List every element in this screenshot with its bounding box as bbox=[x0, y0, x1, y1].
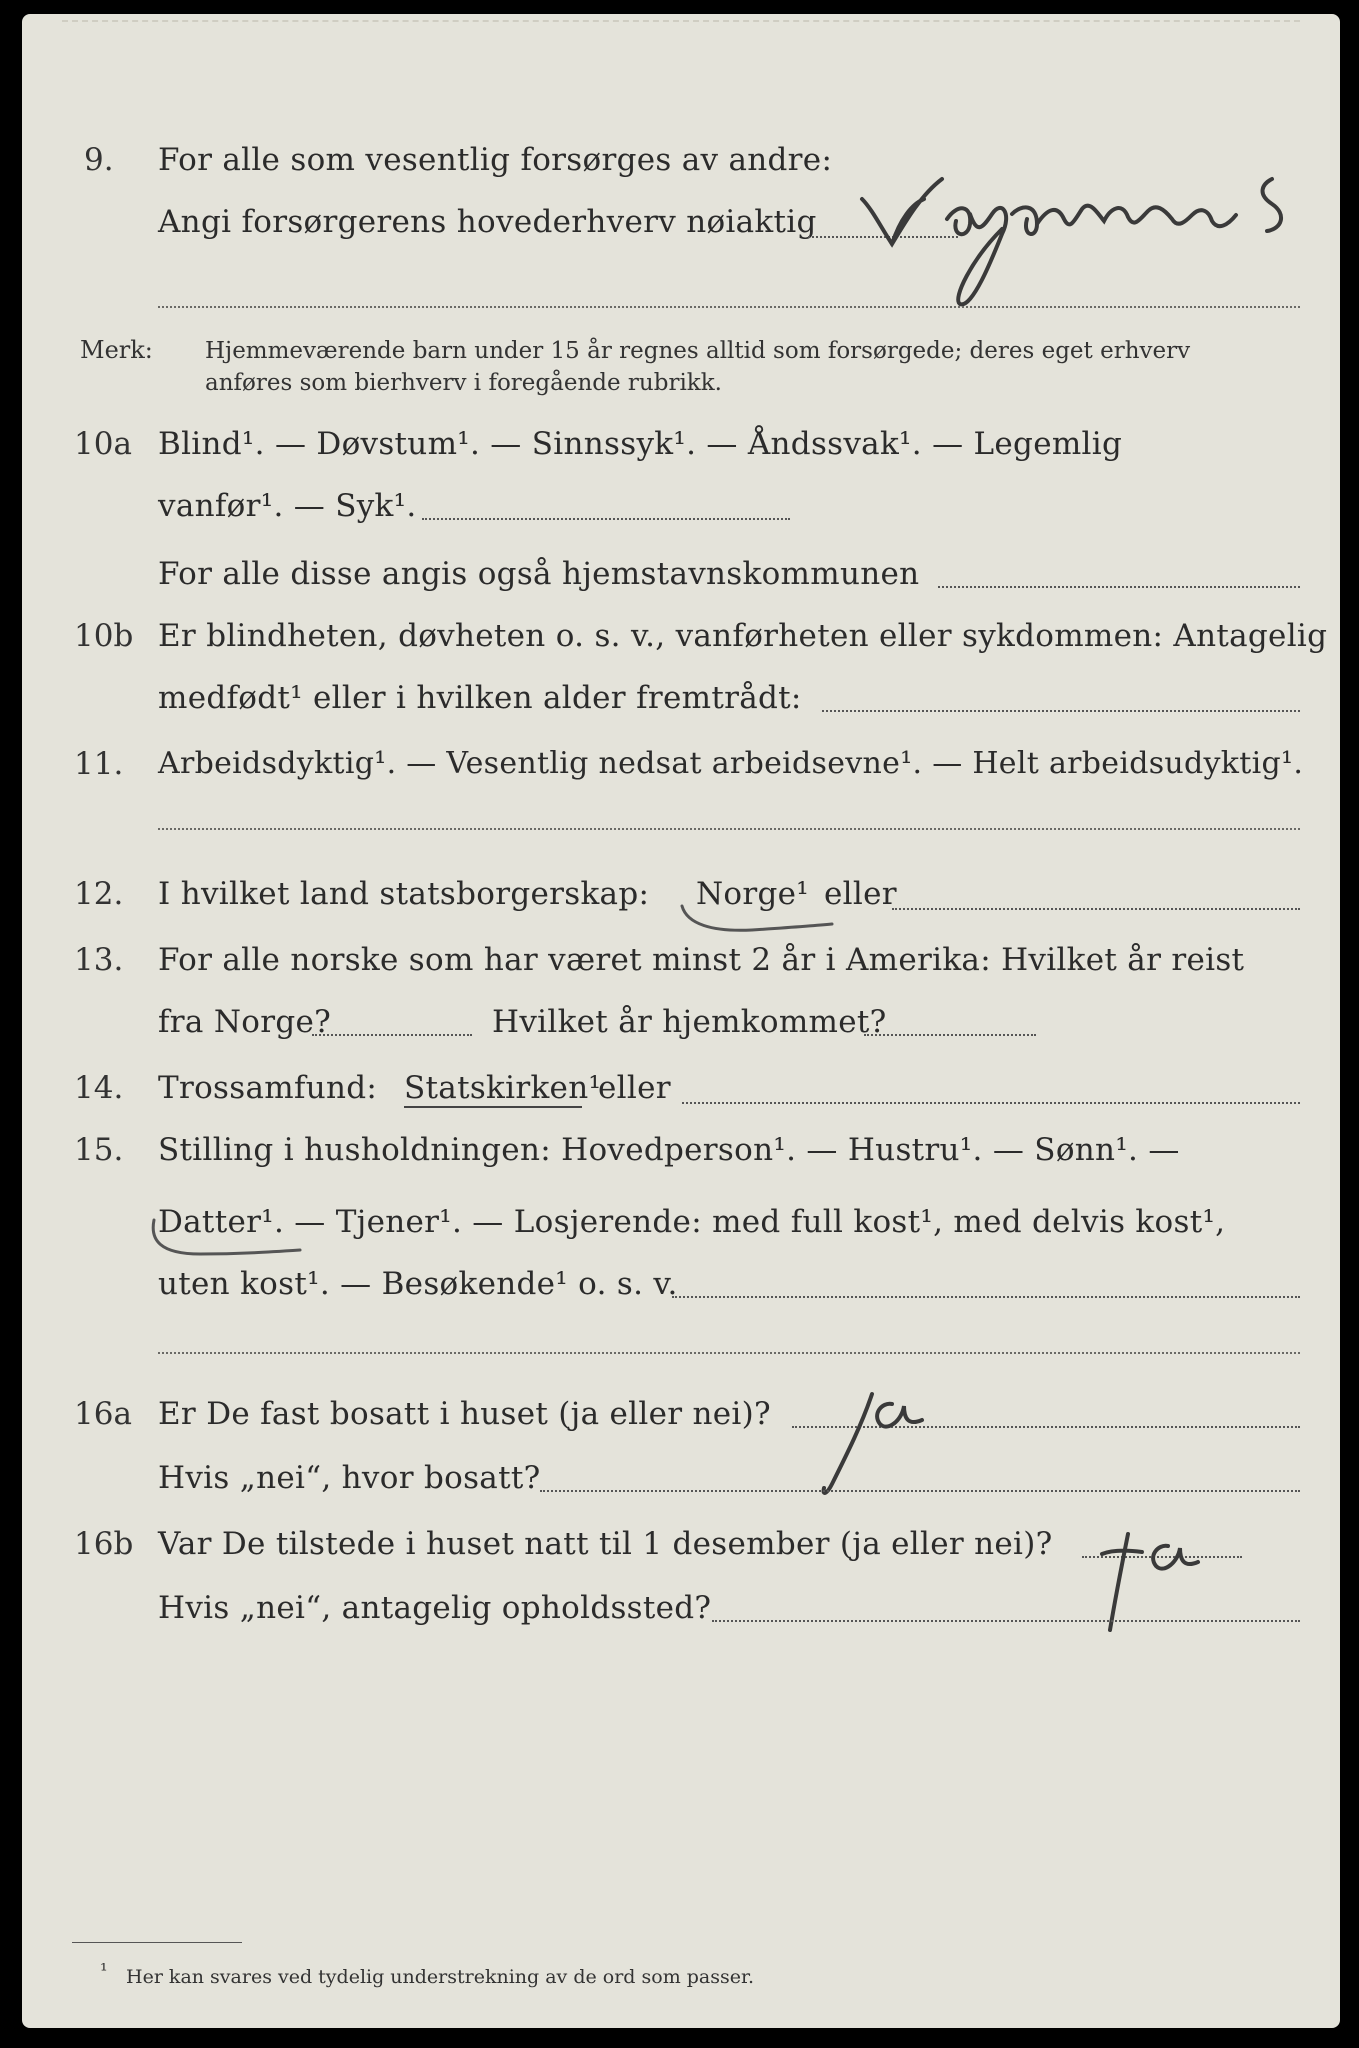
q16a-number: 16a bbox=[74, 1396, 132, 1432]
q13-line2a: fra Norge? bbox=[158, 1004, 332, 1040]
footnote-separator bbox=[72, 1942, 242, 1943]
q15-answer-line bbox=[672, 1296, 1300, 1298]
q15-number: 15. bbox=[74, 1132, 124, 1168]
q16b-number: 16b bbox=[74, 1526, 134, 1562]
q11-number: 11. bbox=[74, 746, 124, 782]
q10b-number: 10b bbox=[74, 618, 134, 654]
q9-line2: Angi forsørgerens hovederhverv nøiaktig bbox=[158, 204, 817, 240]
q16a-line2: Hvis „nei“, hvor bosatt? bbox=[158, 1460, 541, 1496]
q12-prefix: I hvilket land statsborgerskap: bbox=[158, 876, 650, 912]
q13-line1: For alle norske som har været minst 2 år i Amerika: Hvilket år reist bbox=[158, 942, 1245, 978]
q14-prefix: Trossamfund: bbox=[158, 1070, 378, 1106]
q10a-kommune-line bbox=[938, 586, 1300, 588]
q10b-line2: medfødt¹ eller i hvilken alder fremtrådt: bbox=[158, 680, 802, 716]
q13-line2b: Hvilket år hjemkommet? bbox=[492, 1004, 887, 1040]
note-line2: anføres som bierhverv i foregående rubrikk. bbox=[205, 370, 722, 396]
q16b-opholdssted-line bbox=[712, 1620, 1300, 1622]
q10a-line2: vanfør¹. — Syk¹. bbox=[158, 488, 417, 524]
q12-suffix: eller bbox=[824, 876, 897, 912]
q10b-line1: Er blindheten, døvheten o. s. v., vanførheten eller sykdommen: Antagelig bbox=[158, 618, 1328, 654]
q10a-line3: For alle disse angis også hjemstavnskommunen bbox=[158, 556, 920, 592]
q12-number: 12. bbox=[74, 876, 124, 912]
q10b-answer-line bbox=[822, 710, 1300, 712]
q12-option-norge: Norge¹ bbox=[696, 876, 810, 912]
q16a-bosatt-line bbox=[540, 1490, 1300, 1492]
q9-line1: For alle som vesentlig forsørges av andre: bbox=[158, 142, 833, 178]
q9-number: 9. bbox=[84, 142, 114, 178]
q10a-syk-line bbox=[422, 518, 790, 520]
q15-datter-underline bbox=[140, 1210, 310, 1270]
q15-line1: Stilling i husholdningen: Hovedperson¹. — Hustru¹. — Sønn¹. — bbox=[158, 1132, 1180, 1168]
footnote-mark: ¹ bbox=[100, 1960, 108, 1982]
note-label: Merk: bbox=[80, 336, 153, 364]
q14-option-statskirken: Statskirken¹ bbox=[404, 1070, 602, 1106]
q16a-line1: Er De fast bosatt i huset (ja eller nei)? bbox=[158, 1396, 771, 1432]
q14-answer-line bbox=[682, 1102, 1300, 1104]
census-form-page bbox=[22, 14, 1340, 2028]
q16a-handwritten-answer bbox=[792, 1384, 972, 1504]
q16b-handwritten-answer bbox=[1082, 1524, 1242, 1644]
q13-number: 13. bbox=[74, 942, 124, 978]
q12-answer-line bbox=[892, 908, 1300, 910]
q9-handwritten-answer bbox=[852, 159, 1312, 319]
q14-number: 14. bbox=[74, 1070, 124, 1106]
q10a-number: 10a bbox=[74, 426, 132, 462]
q9-extra-line bbox=[158, 306, 1300, 308]
q11-line1: Arbeidsdyktig¹. — Vesentlig nedsat arbeidsevne¹. — Helt arbeidsudyktig¹. bbox=[158, 746, 1304, 781]
q15-extra-line bbox=[158, 1352, 1300, 1354]
q13-hjem-line bbox=[864, 1034, 1036, 1036]
q13-reist-line bbox=[312, 1034, 472, 1036]
q10a-line1: Blind¹. — Døvstum¹. — Sinnssyk¹. — Åndssvak¹. — Legemlig bbox=[158, 426, 1123, 462]
q11-answer-line bbox=[158, 828, 1300, 830]
q16b-line2: Hvis „nei“, antagelig opholdssted? bbox=[158, 1590, 712, 1626]
q16b-line1: Var De tilstede i huset natt til 1 desember (ja eller nei)? bbox=[158, 1526, 1053, 1562]
footnote-text: Her kan svares ved tydelig understrekning av de ord som passer. bbox=[126, 1966, 755, 1988]
note-line1: Hjemmeværende barn under 15 år regnes alltid som forsørgede; deres eget erhverv bbox=[205, 338, 1191, 364]
q15-line3: uten kost¹. — Besøkende¹ o. s. v. bbox=[158, 1266, 678, 1302]
q14-statskirken-underline bbox=[404, 1106, 582, 1108]
q14-suffix: eller bbox=[598, 1070, 671, 1106]
q15-line2: Datter¹. — Tjener¹. — Losjerende: med full kost¹, med delvis kost¹, bbox=[158, 1204, 1226, 1240]
